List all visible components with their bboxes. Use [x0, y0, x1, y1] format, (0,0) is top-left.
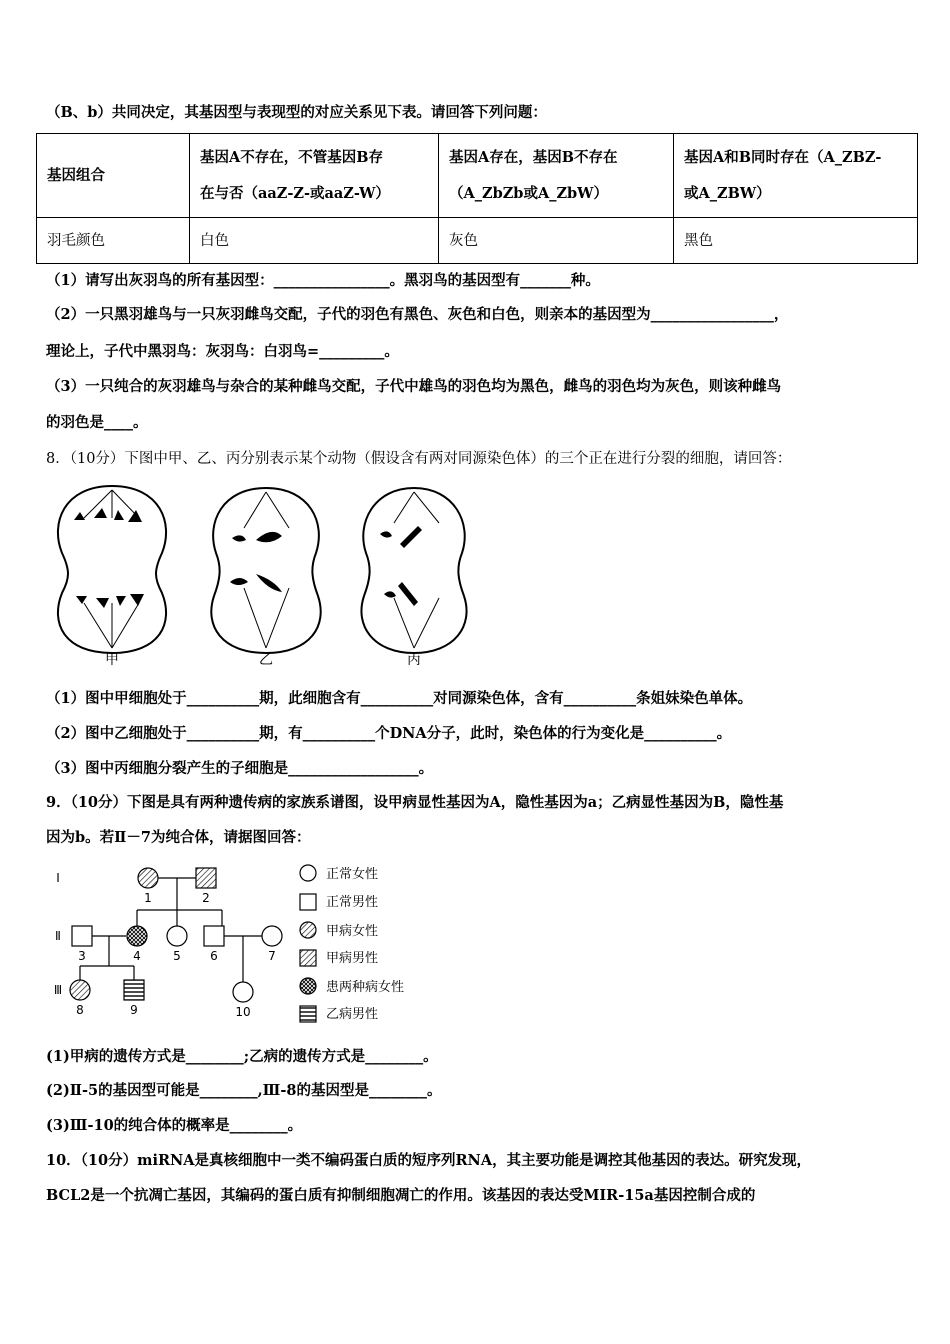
table-cell: 黑色: [674, 218, 918, 264]
table-cell: [190, 134, 439, 218]
gen-II-label: Ⅱ: [55, 929, 61, 943]
legend-label: 甲病男性: [326, 951, 379, 966]
legend-yi-male-icon: [300, 1006, 316, 1022]
gen-I-label: Ⅰ: [56, 871, 60, 885]
legend-normal-female-icon: [300, 865, 316, 881]
pedigree-I-1: [138, 868, 158, 888]
legend-jia-male-icon: [300, 950, 316, 966]
pedigree-II-5: [167, 926, 187, 946]
table-row-header: 羽毛颜色: [37, 218, 190, 264]
cell-line: 在与否（aaZ-Z-或aaZ-W）: [200, 184, 390, 202]
q7-line-1: （1）请写出灰羽鸟的所有基因型：________________。黑羽鸟的基因型有_______种。: [46, 272, 600, 289]
q7-line-3: 理论上，子代中黑羽鸟：灰羽鸟：白羽鸟=_________。: [46, 343, 399, 360]
legend-label: 正常男性: [326, 895, 379, 910]
id-label: 1: [144, 891, 152, 905]
q9-line-1: (1)甲病的遗传方式是________;乙病的遗传方式是________。: [46, 1048, 438, 1065]
legend-both-female-icon: [300, 978, 316, 994]
table-cell: 灰色: [439, 218, 674, 264]
pedigree-II-6: [204, 926, 224, 946]
pedigree-III-8: [70, 980, 90, 1000]
cell-line: 或A_ZBW）: [684, 184, 771, 202]
q8-line-1: （1）图中甲细胞处于__________期，此细胞含有__________对同源染色体，含有__________条姐妹染色单体。: [46, 690, 753, 707]
q7-line-2: （2）一只黑羽雄鸟与一只灰羽雌鸟交配，子代的羽色有黑色、灰色和白色，则亲本的基因型为_________________，: [46, 306, 789, 323]
cell-yi-outline: [211, 488, 320, 653]
pedigree-III-9: [124, 980, 144, 1000]
table-row: [37, 218, 918, 264]
id-label: 2: [202, 891, 210, 905]
table-row: [37, 134, 918, 218]
q9-line-2: (2)Ⅱ-5的基因型可能是________,Ⅲ-8的基因型是________。: [46, 1082, 442, 1099]
legend-jia-female-icon: [300, 922, 316, 938]
id-label: 4: [133, 949, 141, 963]
pedigree-I-2: [196, 868, 216, 888]
intro-line: （B、b）共同决定，其基因型与表现型的对应关系见下表。请回答下列问题：: [46, 104, 547, 121]
q9-title-2: 因为b。若Ⅱ－7为纯合体，请据图回答：: [46, 829, 311, 846]
table-cell: [439, 134, 674, 218]
gen-III-label: Ⅲ: [53, 983, 63, 997]
table-cell: 白色: [190, 218, 439, 264]
table-row-header: 基因组合: [37, 134, 190, 218]
cell-line: 基因A不存在，不管基因B存: [200, 148, 384, 166]
legend-label: 甲病女性: [326, 924, 379, 939]
q9-line-3: (3)Ⅲ-10的纯合体的概率是________。: [46, 1117, 303, 1134]
id-label: 10: [235, 1005, 251, 1019]
cell-line: 基因A存在，基因B不存在: [449, 148, 618, 166]
cell-line: 基因A和B同时存在（A_ZBZ-: [684, 148, 882, 166]
q8-line-2: （2）图中乙细胞处于__________期，有__________个DNA分子，此时，染色体的行为变化是__________。: [46, 725, 732, 742]
pedigree-II-7: [262, 926, 282, 946]
pedigree-III-10: [233, 982, 253, 1002]
cell-bing-outline: [361, 488, 466, 653]
legend-label: 乙病男性: [326, 1007, 379, 1022]
q7-line-5: 的羽色是____。: [46, 414, 148, 431]
pedigree-figure: [44, 858, 444, 1030]
legend-normal-male-icon: [300, 894, 316, 910]
label-bing: 丙: [407, 652, 421, 668]
cell-division-figure: [44, 478, 484, 670]
q9-title-1: 9．（10分）下图是具有两种遗传病的家族系谱图，设甲病显性基因为A，隐性基因为a；乙病显性基因为B，隐性基: [46, 794, 784, 811]
id-label: 9: [130, 1003, 138, 1017]
q8-title: 8．（10分）下图中甲、乙、丙分别表示某个动物（假设含有两对同源染色体）的三个正在进行分裂的细胞，请回答：: [46, 451, 792, 467]
pedigree-II-4: [127, 926, 147, 946]
id-label: 7: [268, 949, 276, 963]
q7-line-4: （3）一只纯合的灰羽雄鸟与杂合的某种雌鸟交配，子代中雄鸟的羽色均为黑色，雌鸟的羽色均为灰色，则该种雌鸟: [46, 378, 782, 395]
cell-line: （A_ZbZb或A_ZbW）: [449, 184, 608, 202]
label-jia: 甲: [105, 652, 119, 668]
q10-line-1: 10．（10分）miRNA是真核细胞中一类不编码蛋白质的短序列RNA，其主要功能是调控其他基因的表达。研究发现，: [46, 1152, 812, 1169]
id-label: 3: [78, 949, 86, 963]
id-label: 8: [76, 1003, 84, 1017]
id-label: 6: [210, 949, 218, 963]
q10-line-2: BCL2是一个抗凋亡基因，其编码的蛋白质有抑制细胞凋亡的作用。该基因的表达受MIR-15a基因控制合成的: [46, 1187, 756, 1204]
id-label: 5: [173, 949, 181, 963]
table-cell: [674, 134, 918, 218]
legend-label: 患两种病女性: [326, 980, 405, 995]
legend-label: 正常女性: [326, 867, 379, 882]
label-yi: 乙: [259, 652, 273, 668]
q8-line-3: （3）图中丙细胞分裂产生的子细胞是__________________。: [46, 760, 434, 777]
genotype-table: [36, 133, 918, 264]
pedigree-II-3: [72, 926, 92, 946]
